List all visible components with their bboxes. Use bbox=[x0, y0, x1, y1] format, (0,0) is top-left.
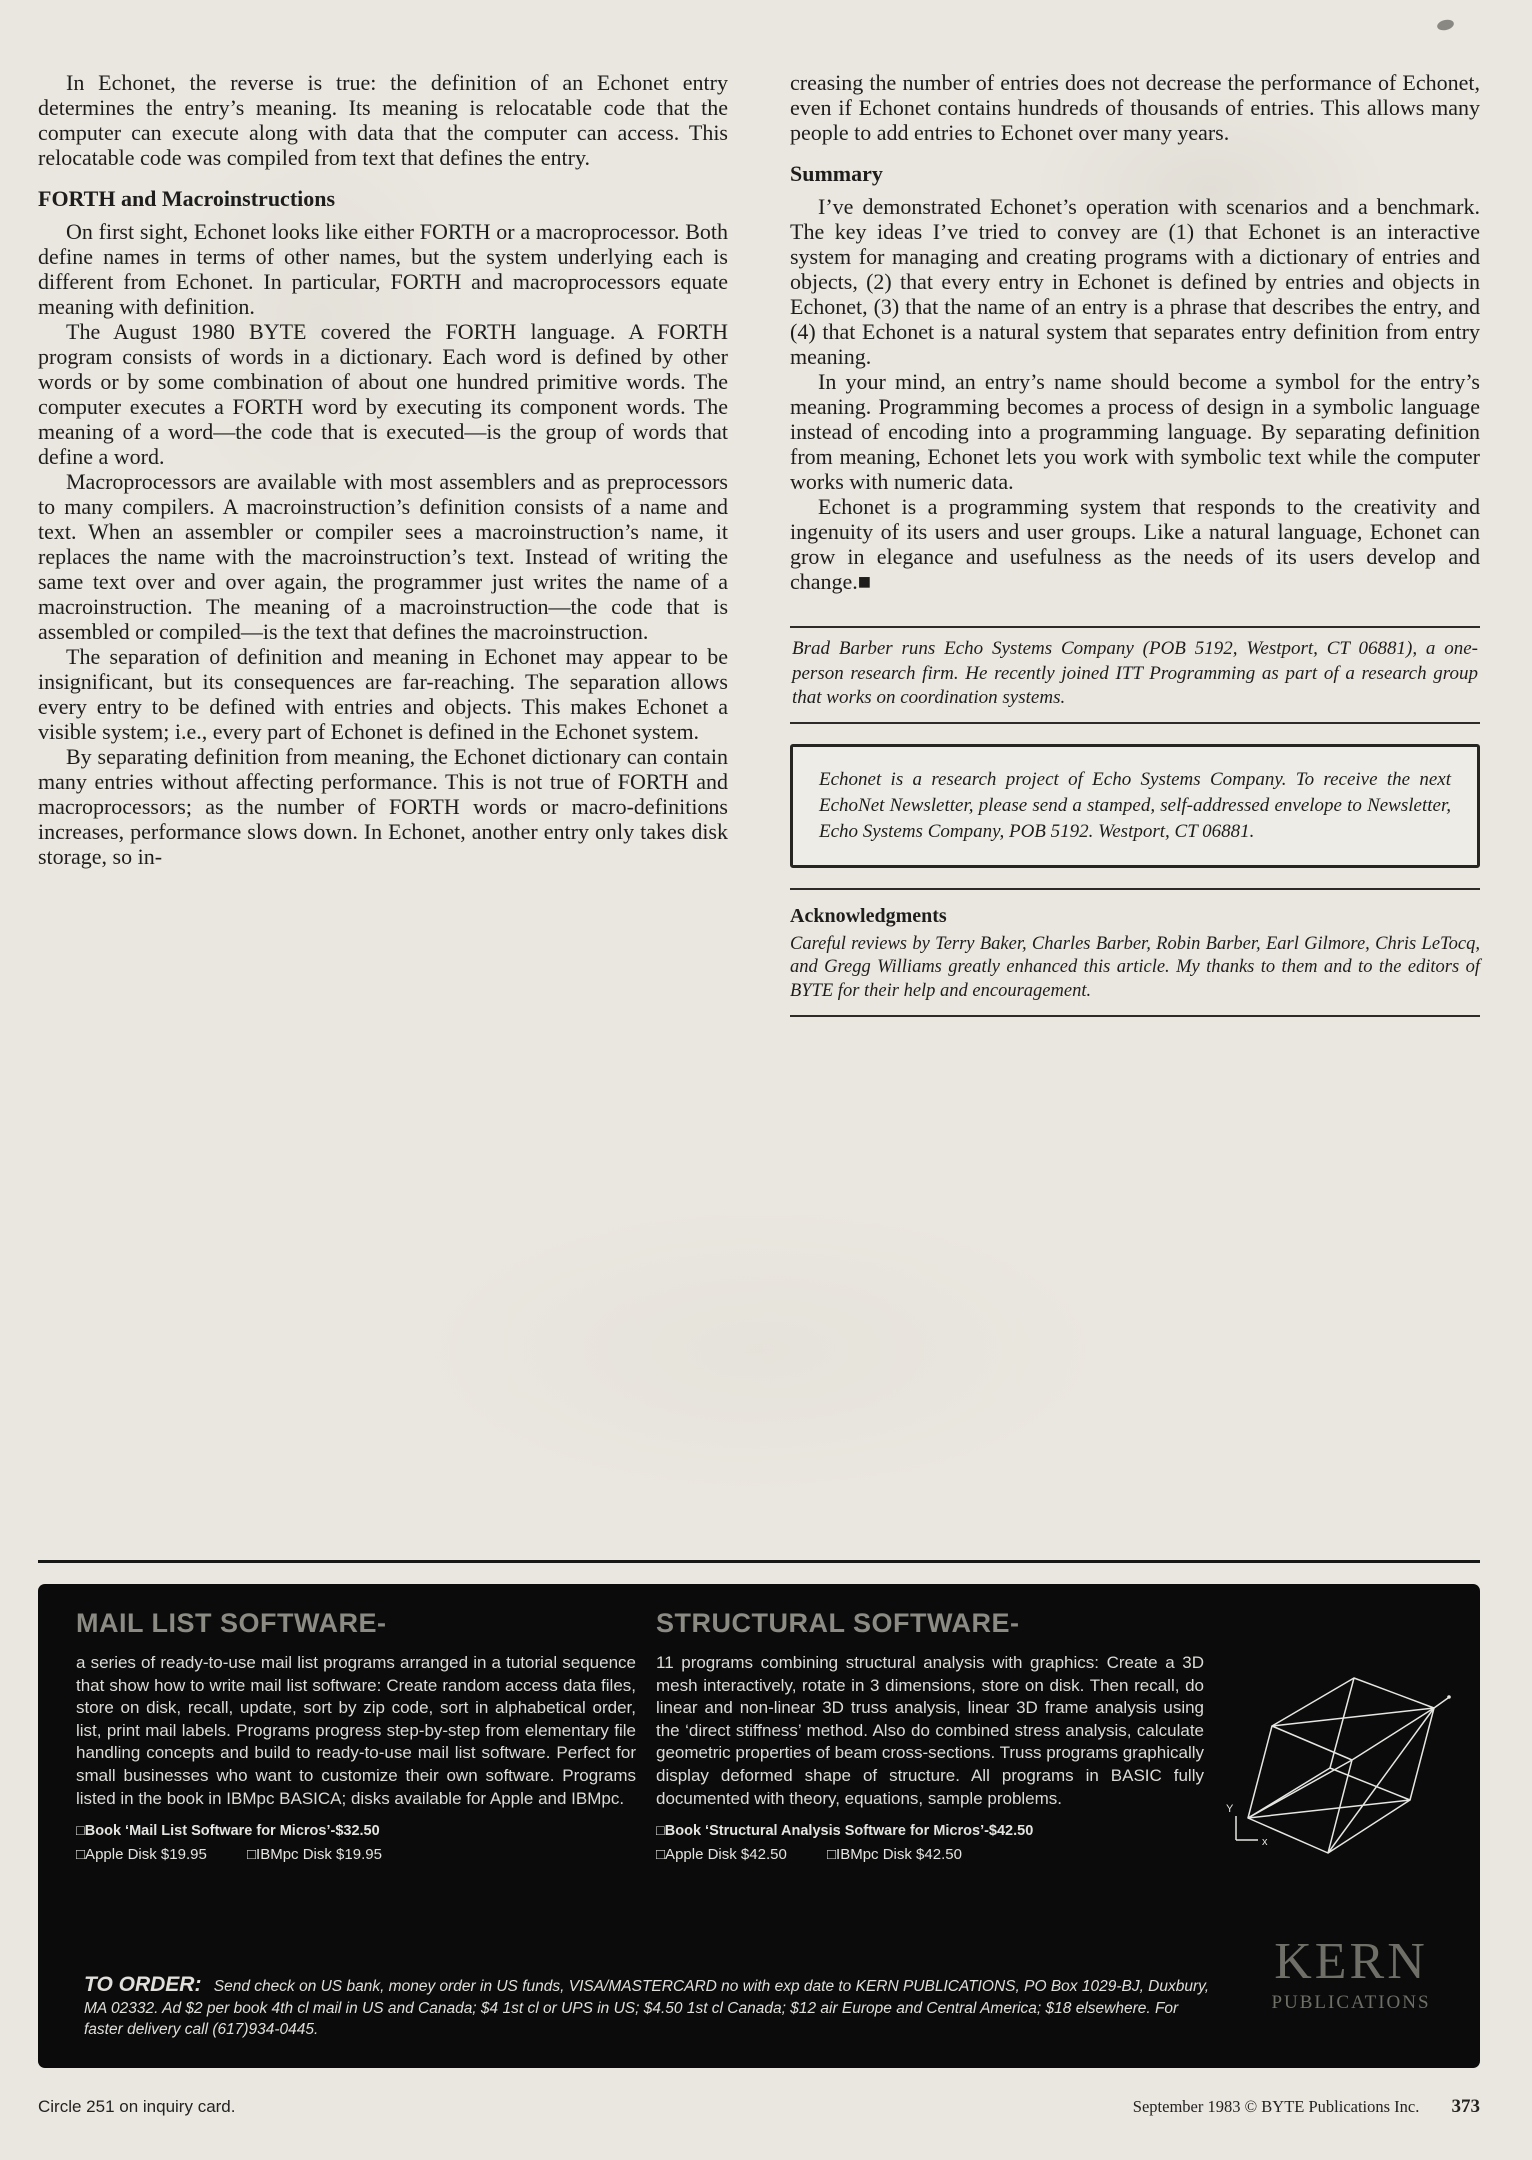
brand-name: KERN bbox=[1274, 1933, 1428, 1990]
ad-disk-option: □Apple Disk $42.50 bbox=[656, 1846, 787, 1864]
publication-info bbox=[1133, 2096, 1480, 2118]
paragraph: On first sight, Echonet looks like either FORTH or a macroprocessor. Both define names in terms of other names, but the system underlying each is different from Echonet. In particular, FORTH and macroprocessors equate meaning with definition. bbox=[38, 219, 728, 319]
paragraph: By separating definition from meaning, the Echonet dictionary can contain many entries without affecting performance. This is not true of FORTH and macroprocessors; as the number of FORTH words or macro-definitions increases, performance slows down. In Echonet, another entry only takes disk storage, so in- bbox=[38, 744, 728, 869]
order-text: Send check on US bank, money order in US funds, VISA/MASTERCARD no with exp date to KERN PUBLICATIONS, PO Box 1029-BJ, Duxbury, MA 02332. Ad $2 per book 4th cl mail in US and Canada; $4 1st cl or UPS in US; $4.50 1st cl Canada; $12 air Europe and Central America; $18 elsewhere. For faster delivery call (617)934-0445. bbox=[84, 1978, 1210, 2038]
truss-wireframe-graphic bbox=[1220, 1668, 1465, 1863]
ad-disk-option: □IBMpc Disk $42.50 bbox=[826, 1846, 962, 1864]
paragraph: I’ve demonstrated Echonet’s operation with scenarios and a benchmark. The key ideas I’ve tried to convey are (1) that Echonet is an interactive system for managing and creating programs with a dictionary of entries and objects, (2) that every entry in Echonet is defined by entries and objects in Echonet, (3) that the name of an entry is a phrase that describes the entry, and (4) that Echonet is a natural system that separates entry definition from entry meaning. bbox=[790, 194, 1480, 369]
newsletter-note-text: Echonet is a research project of Echo Systems Company. To receive the next EchoNet Newsletter, please send a stamped, self-addressed envelope to Newsletter, Echo Systems Company, POB 5192. Westport, CT 06881. bbox=[819, 768, 1451, 842]
ad-disk-option: □Apple Disk $19.95 bbox=[76, 1846, 207, 1864]
publication-text: September 1983 © BYTE Publications Inc. bbox=[1132, 2097, 1420, 2116]
article-body bbox=[38, 70, 1480, 1017]
divider bbox=[790, 888, 1480, 890]
divider bbox=[790, 722, 1480, 724]
axis-label-x: x bbox=[1262, 1836, 1268, 1848]
paragraph: In Echonet, the reverse is true: the definition of an Echonet entry determines the entry’s meaning. Its meaning is relocatable code that the computer can execute along with data that the computer can access. This relocatable code was compiled from text that defines the entry. bbox=[38, 70, 728, 170]
section-heading-summary: Summary bbox=[790, 161, 883, 186]
ad-book-option-structural: □Book ‘Structural Analysis Software for Micros’-$42.50 bbox=[656, 1823, 1034, 1840]
ad-disk-options-structural bbox=[656, 1846, 1204, 1863]
ad-top-rule bbox=[38, 1560, 1480, 1563]
paragraph: Echonet is a programming system that responds to the creativity and ingenuity of its users and user groups. Like a natural language, Echonet can grow in elegance and usefulness as the needs of its users develop and change.■ bbox=[790, 494, 1480, 594]
ad-disk-options-mail bbox=[76, 1846, 636, 1863]
paragraph: The August 1980 BYTE covered the FORTH language. A FORTH program consists of words in a dictionary. Each word is defined by other words or by some combination of about one hundred primitive words. The computer executes a FORTH word by executing its component words. The meaning of a word—the code that is executed—is the group of words that define a word. bbox=[38, 319, 728, 469]
mail-list-software-section bbox=[76, 1608, 636, 1863]
order-label: TO ORDER: bbox=[84, 1973, 202, 1996]
section-heading-forth: FORTH and Macroinstructions bbox=[38, 186, 336, 211]
paragraph: In your mind, an entry’s name should become a symbol for the entry’s meaning. Programming becomes a process of design in a symbolic language instead of encoding into a programming language. By separating definition from meaning, Echonet lets you work with symbolic text while the computer works with numeric data. bbox=[790, 369, 1480, 494]
ad-book-option-mail: □Book ‘Mail List Software for Micros’-$32.50 bbox=[76, 1823, 380, 1840]
divider bbox=[790, 1015, 1480, 1017]
axis-label-y: Y bbox=[1226, 1803, 1234, 1815]
brand-subtitle: PUBLICATIONS bbox=[1271, 1992, 1431, 2013]
kern-logo bbox=[1226, 1933, 1476, 2014]
acknowledgments-heading: Acknowledgments bbox=[790, 904, 947, 927]
structural-software-section bbox=[656, 1608, 1204, 1863]
acknowledgments-text: Careful reviews by Terry Baker, Charles Barber, Robin Barber, Earl Gilmore, Chris LeTocq, and Gregg Williams greatly enhanced this article. My thanks to them and to the editors of BYTE for their help and encouragement. bbox=[790, 933, 1480, 1001]
ad-disk-option: □IBMpc Disk $19.95 bbox=[246, 1846, 382, 1864]
paragraph: The separation of definition and meaning in Echonet may appear to be insignificant, but its consequences are far-reaching. The separation allows every entry to be defined with entries and objects. This makes Echonet a visible system; i.e., every part of Echonet is defined in the Echonet system. bbox=[38, 644, 728, 744]
scan-artifact bbox=[1436, 18, 1455, 32]
article-left-column bbox=[38, 70, 728, 1017]
order-info bbox=[84, 1974, 1212, 2041]
inquiry-card-note: Circle 251 on inquiry card. bbox=[38, 2097, 236, 2116]
ad-body-mail-list: a series of ready-to-use mail list programs arranged in a tutorial sequence that show how to write mail list software: Create random access data files, store on disk, recall, update, sort by zip code, sort in alphabetical order, list, print mail labels. Programs progress step-by-step from elementary file handling concepts and build to ready-to-use mail list software. Perfect for small businesses who want to customize their own software. Programs listed in the book in IBMpc BASICA; disks available for Apple and IBMpc. bbox=[76, 1653, 636, 1808]
author-bio: Brad Barber runs Echo Systems Company (POB 5192, Westport, CT 06881), a one-person research firm. He recently joined ITT Programming as part of a research group that works on coordination systems. bbox=[792, 638, 1478, 708]
paragraph: Macroprocessors are available with most assemblers and as preprocessors to many compilers. A macroinstruction’s definition consists of a name and text. When an assembler or compiler sees a macroinstruction’s name, it replaces the name with the macroinstruction’s text. Instead of writing the same text over and over again, the programmer just writes the name of a macroinstruction. The meaning of a macroinstruction—the code that is assembled or compiled—is the text that defines the macroinstruction. bbox=[38, 469, 728, 644]
page-footer bbox=[38, 2096, 1480, 2118]
ad-heading-mail-list: MAIL LIST SOFTWARE- bbox=[76, 1608, 387, 1638]
ad-body-structural: 11 programs combining structural analysis with graphics: Create a 3D mesh interactively, rotate in 3 dimensions, store on disk. Then recall, do linear and non-linear 3D truss analysis, linear 3D frame analysis using the ‘direct stiffness’ method. Also do combined stress analysis, calculate geometric properties of beam cross-sections. Truss programs graphically display deformed shape of structure. All programs in BASIC fully documented with theory, equations, sample problems. bbox=[656, 1653, 1204, 1808]
ad-heading-structural: STRUCTURAL SOFTWARE- bbox=[656, 1608, 1020, 1638]
paragraph: creasing the number of entries does not decrease the performance of Echonet, even if Echonet contains hundreds of thousands of entries. This allows many people to add entries to Echonet over many years. bbox=[790, 70, 1480, 145]
page-number: 373 bbox=[1451, 2096, 1480, 2117]
newsletter-note-box bbox=[790, 744, 1480, 868]
article-right-column bbox=[790, 70, 1480, 1017]
kern-publications-ad bbox=[38, 1584, 1480, 2068]
